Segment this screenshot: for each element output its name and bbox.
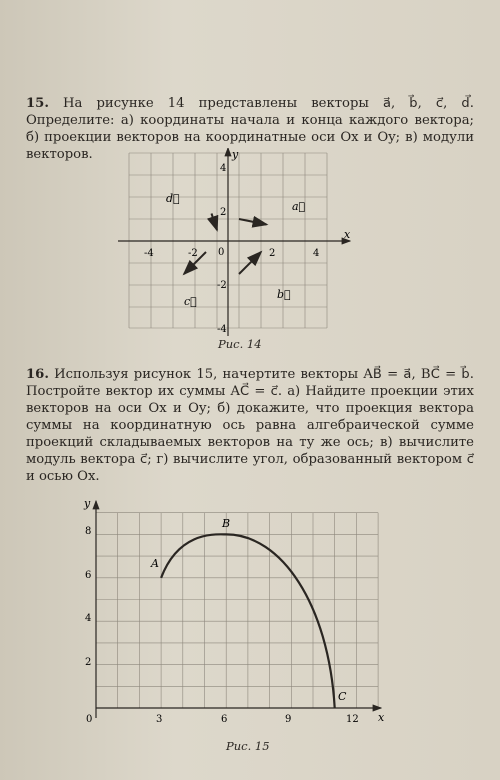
figure-15-origin-label: 0	[86, 714, 93, 725]
figure-15-tick-y: 4	[85, 613, 92, 624]
figure-15-tick-x: 3	[156, 714, 163, 725]
problem-16	[26, 366, 474, 485]
vector-c-label: c⃗	[184, 295, 197, 308]
figure-15-tick-x: 9	[285, 714, 292, 725]
point-b-label: B	[222, 517, 231, 530]
figure-15-tick-y: 6	[85, 570, 92, 581]
problem-15-number: 15.	[26, 96, 49, 111]
vector-a	[239, 219, 267, 225]
problem-16-text: Используя рисунок 15, начертите векторы AB⃗ = a⃗, BC⃗ = b⃗. Постройте вектор их суммы AC⃗ = c⃗. а) Найдите проекции этих векторов на оси Ox и Oy; б) докажите, что проекция вектора суммы на координатную ось равна алгебраической сумме проекций складываемых векторов на ту же ось; в) вычислите модуль вектора c⃗; г) вычислите угол, образованный вектором c⃗ и осью Ox.	[26, 367, 474, 484]
figure-14-tick-y: -4	[217, 324, 227, 335]
figure-15-tick-x: 12	[346, 714, 359, 725]
vector-d	[212, 214, 218, 231]
figure-15-tick-y: 2	[85, 657, 92, 668]
vector-b-label: b⃗	[277, 288, 291, 301]
figure-14-tick-x: 4	[313, 248, 320, 259]
figure-15-axis-x-label: x	[378, 711, 385, 724]
point-c-label: C	[338, 690, 347, 703]
vector-a-label: a⃗	[292, 200, 306, 213]
figure-14-tick-x: 2	[269, 248, 276, 259]
figure-15-tick-x: 6	[221, 714, 228, 725]
figure-15-caption: Рис. 15	[226, 739, 270, 753]
figure-14-tick-y: 2	[220, 207, 227, 218]
figure-15	[78, 493, 398, 733]
figure-14-axes	[118, 148, 350, 336]
figure-14-tick-x: -2	[188, 248, 198, 259]
figure-14-caption: Рис. 14	[218, 337, 262, 351]
vector-d-label: d⃗	[166, 192, 180, 205]
figure-15-grid	[96, 513, 378, 708]
figure-14-axis-x-label: x	[344, 228, 351, 241]
figure-14-origin-label: 0	[218, 247, 225, 258]
problem-16-number: 16.	[26, 367, 49, 382]
problem-15-text: На рисунке 14 представлены векторы a⃗, b⃗, c⃗, d⃗. Определите: а) координаты начала и конца каждого вектора; б) проекции векторов на координатные оси Ox и Oy; в) модули векторов.	[26, 96, 474, 162]
figure-14-tick-y: 4	[220, 163, 227, 174]
figure-14	[118, 148, 368, 338]
figure-14-tick-x: -4	[144, 248, 154, 259]
figure-14-vectors	[184, 214, 267, 275]
figure-15-tick-y: 8	[85, 526, 92, 537]
point-a-label: A	[151, 557, 159, 570]
figure-15-axes	[96, 501, 381, 718]
figure-14-axis-y-label: y	[232, 148, 239, 161]
figure-14-tick-y: -2	[217, 280, 227, 291]
figure-15-axis-y-label: y	[84, 497, 91, 510]
